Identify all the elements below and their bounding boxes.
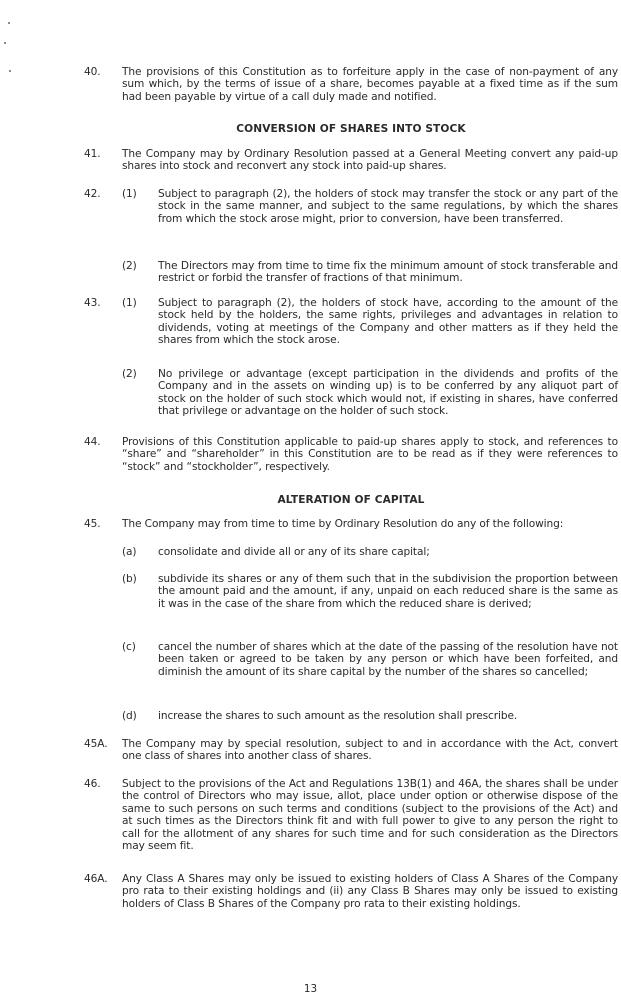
sub-text: increase the shares to such amount as the resolution shall prescribe. <box>158 710 518 722</box>
clause-text: The Company may by special resolution, subject to and in accordance with the Act, convert one class of shares into another class of shares. <box>122 738 618 763</box>
clause-text: The Company may from time to time by Ordinary Resolution do any of the following: <box>122 518 564 530</box>
sub-label: (a) <box>122 546 137 558</box>
clause-46a <box>84 873 618 910</box>
sub-text: Subject to paragraph (2), the holders of stock may transfer the stock or any part of the stock in the same manner, and subject to the same regulations, by which the shares from which the stock arose might, prior to conversion, have been transferred. <box>158 188 618 225</box>
clause-text: Subject to the provisions of the Act and Regulations 13B(1) and 46A, the shares shall be under the control of Directors who may issue, allot, place under option or otherwise dispose of the same to such persons on such terms and conditions (subject to the provisions of the Act) and at such times as the Directors think fit and with full power to give to any person the right to call for the allotment of any shares for such time and for such consideration as the Directors may seem fit. <box>122 778 618 853</box>
sub-label: (d) <box>122 710 137 722</box>
clause-number: 41. <box>84 148 101 160</box>
scan-speck <box>4 42 6 44</box>
section-heading-conversion: CONVERSION OF SHARES INTO STOCK <box>236 123 466 135</box>
clause-text: The Company may by Ordinary Resolution passed at a General Meeting convert any paid-up shares into stock and reconvert any stock into paid-up shares. <box>122 148 618 173</box>
sub-label: (b) <box>122 573 137 585</box>
clause-42-sub-1 <box>122 188 618 225</box>
clause-45-sub-a <box>122 546 618 558</box>
sub-text: subdivide its shares or any of them such that in the subdivision the proportion between the amount paid and the amount, if any, unpaid on each reduced share is the same as it was in the case of the share from which the reduced share is derived; <box>158 573 618 610</box>
clause-text: The provisions of this Constitution as to forfeiture apply in the case of non-payment of any sum which, by the terms of issue of a share, becomes payable at a fixed time as if the sum had been payable by virtue of a call duly made and notified. <box>122 66 618 103</box>
page-number: 13 <box>303 983 318 995</box>
section-heading-alteration: ALTERATION OF CAPITAL <box>277 494 425 506</box>
clause-number: 46. <box>84 778 101 790</box>
clause-44 <box>84 436 618 473</box>
clause-number: 45. <box>84 518 101 530</box>
clause-text: Provisions of this Constitution applicable to paid-up shares apply to stock, and references to “share” and “shareholder” in this Constitution are to be read as if they were references to “stock” and “stockholder”, respectively. <box>122 436 618 473</box>
sub-label: (2) <box>122 368 137 380</box>
clause-42-sub-2 <box>122 260 618 285</box>
clause-number: 43. <box>84 297 101 309</box>
sub-text: The Directors may from time to time fix the minimum amount of stock transferable and restrict or forbid the transfer of fractions of that minimum. <box>158 260 618 285</box>
clause-46 <box>84 778 618 852</box>
clause-text: Any Class A Shares may only be issued to existing holders of Class A Shares of the Company pro rata to their existing holdings and (ii) any Class B Shares may only be issued to existing holders of Class B Shares of the Company pro rata to their existing holdings. <box>122 873 618 910</box>
sub-label: (c) <box>122 641 136 653</box>
sub-text: Subject to paragraph (2), the holders of stock have, according to the amount of the stock held by the holders, the same rights, privileges and advantages in relation to dividends, voting at meetings of the Company and other matters as if they held the shares from which the stock arose. <box>158 297 618 347</box>
clause-45 <box>84 518 618 530</box>
clause-number: 46A. <box>84 873 108 885</box>
sub-label: (1) <box>122 188 137 200</box>
sub-text: No privilege or advantage (except participation in the dividends and profits of the Company and in the assets on winding up) is to be conferred by any aliquot part of stock on the holder of such stock which would not, if existing in shares, have conferred that privilege or advantage on the holder of such stock. <box>158 368 618 418</box>
clause-number: 42. <box>84 188 101 200</box>
clause-41 <box>84 148 618 173</box>
clause-number: 45A. <box>84 738 108 750</box>
clause-number: 40. <box>84 66 101 78</box>
scan-speck <box>8 22 10 24</box>
sub-label: (1) <box>122 297 137 309</box>
clause-40 <box>84 66 618 103</box>
clause-45-sub-b <box>122 573 618 610</box>
clause-43-sub-2 <box>122 368 618 418</box>
clause-43-sub-1 <box>122 297 618 347</box>
sub-label: (2) <box>122 260 137 272</box>
clause-45-sub-c <box>122 641 618 678</box>
clause-45a <box>84 738 618 763</box>
clause-45-sub-d <box>122 710 618 722</box>
scan-speck <box>9 70 11 72</box>
sub-text: consolidate and divide all or any of its share capital; <box>158 546 430 558</box>
sub-text: cancel the number of shares which at the date of the passing of the resolution have not been taken or agreed to be taken by any person or which have been forfeited, and diminish the amount of its share capital by the number of the shares so cancelled; <box>158 641 618 678</box>
clause-number: 44. <box>84 436 101 448</box>
